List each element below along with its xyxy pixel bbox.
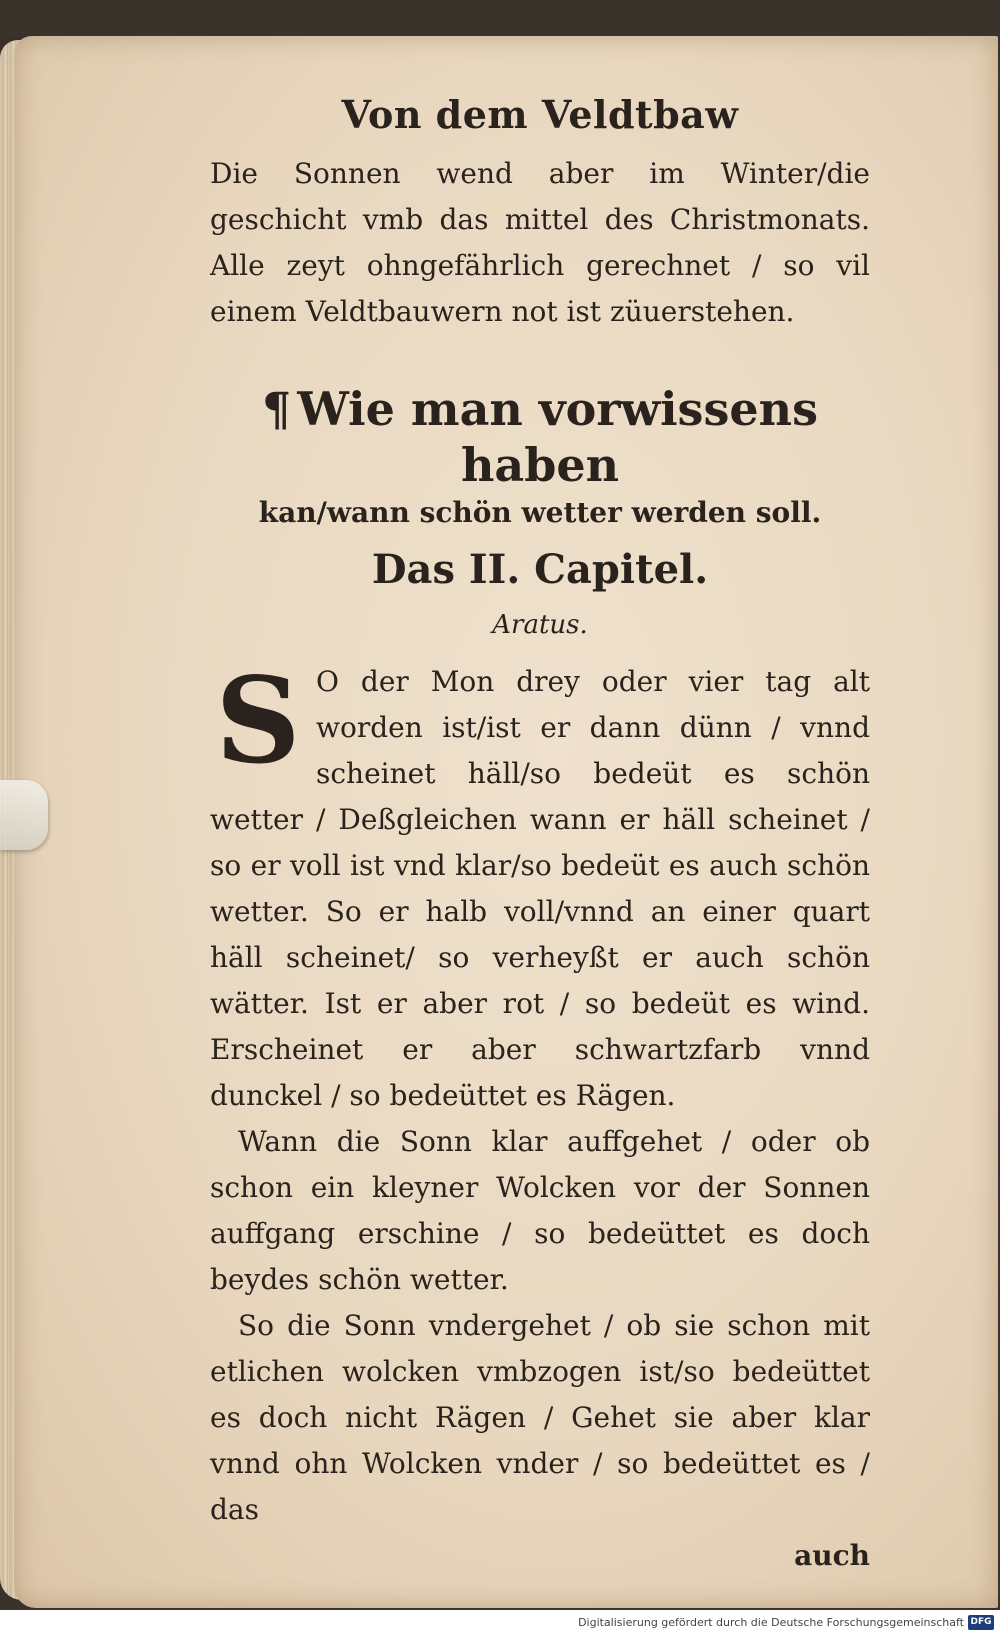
opening-paragraph: Die Sonnen wend aber im Winter/die geschicht vmb das mittel des Christmonats. Alle zeyt ohngefährlich gerechnet / so vil einem Veldtbauwern not ist züuerstehen. [210, 157, 870, 328]
pilcrow-icon: ¶ [262, 382, 292, 436]
body-paragraph-1: O der Mon drey oder vier tag alt worden ist/ist er dann dünn / vnnd scheinet häll/so bedeüt es schön wetter / Deßgleichen wann er häll scheinet / so er voll ist vnd klar/so bedeüt es auch schön wetter. So er halb voll/vnnd an einer quart häll scheinet/ so verheyßt er auch schön wätter. Ist er aber rot / so bedeüt es wind. Erscheinet er aber schwartzfarb vnnd dunckel / so bedeüttet es Rägen. [210, 665, 870, 1112]
section-subheading: kan/wann schön wetter werden soll. [258, 496, 822, 529]
body-paragraph-2: Wann die Sonn klar auffgehet / oder ob schon ein kleyner Wolcken vor der Sonnen auffgang erschine / so bedeüttet es doch beydes schön wetter. [210, 1125, 870, 1296]
funding-notice: Digitalisierung gefördert durch die Deutsche Forschungsgemeinschaft [578, 1616, 964, 1629]
dfg-logo: DFG [968, 1615, 994, 1630]
catchword: auch [794, 1539, 870, 1572]
body-paragraph-3: So die Sonn vndergehet / ob sie schon mit etlichen wolcken vmbzogen ist/so bedeüttet es doch nicht Rägen / Gehet sie aber klar vnnd ohn Wolcken vnder / so bedeüttet es / das [210, 1309, 870, 1526]
footer-bar [0, 1612, 1000, 1636]
chapter-title: Das II. Capitel. [371, 546, 709, 593]
author-name: Aratus. [492, 610, 588, 640]
page-clip [0, 780, 48, 850]
section-heading [210, 381, 870, 493]
text-block [210, 92, 870, 1579]
decorated-initial: S [215, 651, 301, 790]
first-paragraph-block [210, 651, 870, 1119]
running-head: Von dem Veldtbaw [341, 92, 739, 137]
section-heading-text: Wie man vorwissens haben [297, 382, 818, 492]
